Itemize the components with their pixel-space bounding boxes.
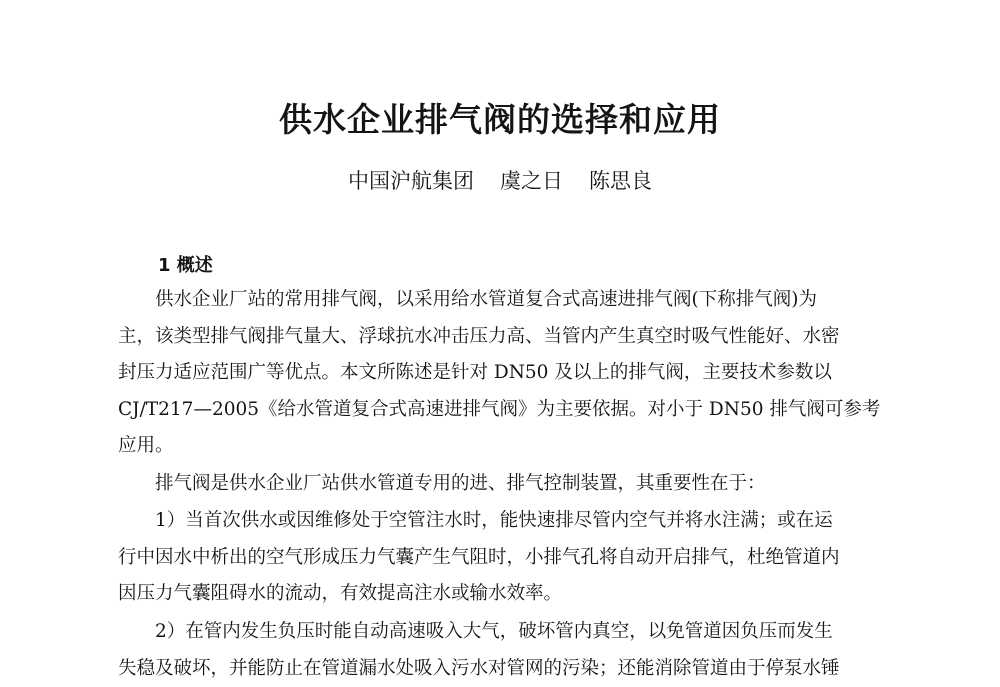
- text-line: 2）在管内发生负压时能自动高速吸入大气，破坏管内真空，以免管道因负压而发生: [118, 614, 888, 651]
- author-organization: 中国沪航集团: [348, 166, 474, 196]
- author-name-2: 陈思良: [589, 166, 652, 196]
- text-line: 1）当首次供水或因维修处于空管注水时，能快速排尽管内空气并将水注满；或在运: [118, 503, 888, 540]
- text-line: 主，该类型排气阀排气量大、浮球抗水冲击压力高、当管内产生真空时吸气性能好、水密: [118, 319, 888, 356]
- text-line: 供水企业厂站的常用排气阀，以采用给水管道复合式高速进排气阀(下称排气阀)为: [118, 282, 888, 319]
- text-line: 应用。: [118, 428, 888, 465]
- byline: [0, 166, 1000, 196]
- paragraph-point-1: [118, 503, 888, 613]
- text-line: 因压力气囊阻碍水的流动，有效提高注水或输水效率。: [118, 576, 888, 613]
- document-title: 供水企业排气阀的选择和应用: [0, 98, 1000, 142]
- paragraph-importance: [118, 466, 888, 503]
- text-line: 封压力适应范围广等优点。本文所陈述是针对 DN50 及以上的排气阀，主要技术参数以: [118, 355, 888, 392]
- paragraph-point-2: [118, 614, 888, 687]
- section-heading: 1 概述: [158, 254, 213, 278]
- text-line: 行中因水中析出的空气形成压力气囊产生气阻时，小排气孔将自动开启排气，杜绝管道内: [118, 540, 888, 577]
- author-name-1: 虞之日: [500, 166, 563, 196]
- text-line: 失稳及破坏，并能防止在管道漏水处吸入污水对管网的污染；还能消除管道由于停泵水锤: [118, 651, 888, 687]
- paragraph-overview: [118, 282, 888, 465]
- text-line: 排气阀是供水企业厂站供水管道专用的进、排气控制装置，其重要性在于：: [118, 466, 888, 503]
- text-line: CJ/T217—2005《给水管道复合式高速进排气阀》为主要依据。对小于 DN50 排气阀可参考: [118, 392, 888, 429]
